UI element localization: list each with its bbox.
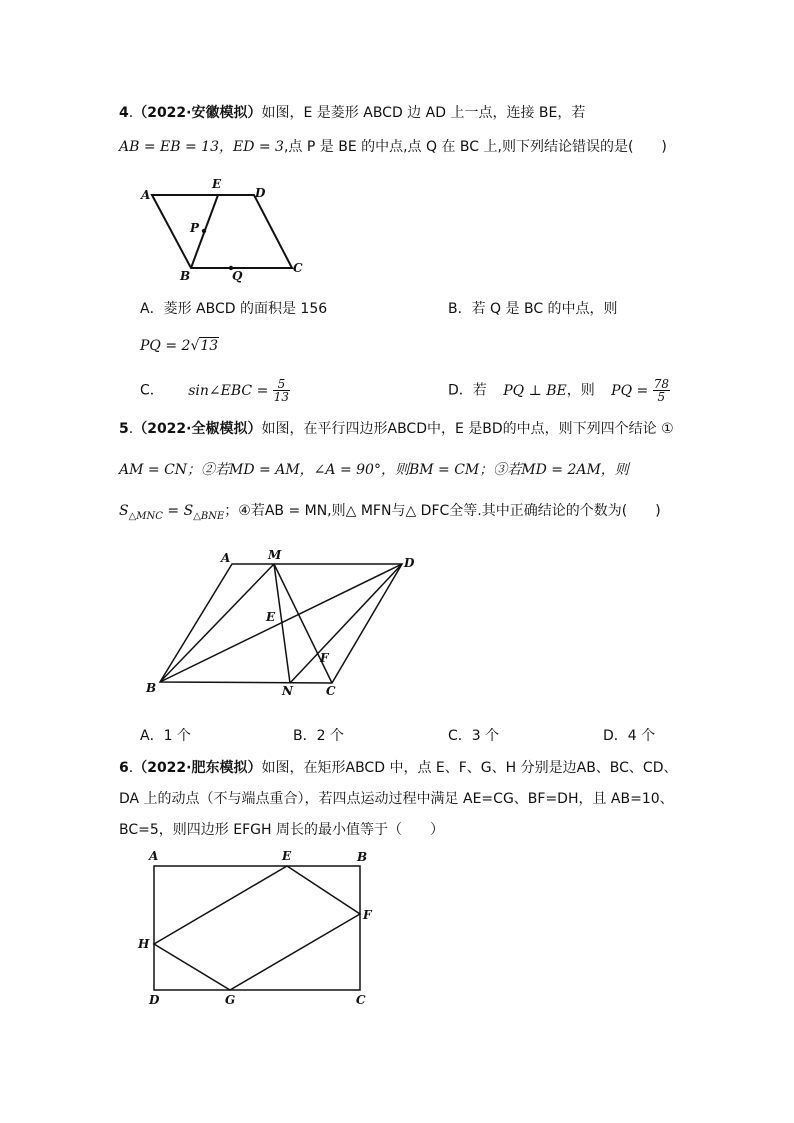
q4-option-d-fraction: $\frac{78}{5}$ bbox=[653, 377, 669, 404]
q5-line3-rest: ；④若AB = MN,则△ MFN与△ DFC全等.其中正确结论的个数为( ) bbox=[224, 503, 661, 519]
q6-line2: DA 上的动点（不与端点重合），若四点运动过程中满足 AE=CG、BF=DH，且 AB=10、 bbox=[119, 791, 674, 807]
q6-number: 6 bbox=[119, 760, 129, 776]
q5-number: 5 bbox=[119, 421, 129, 437]
q6-stem-line1: 6.（2022·肥东模拟）如图，在矩形ABCD 中，点 E、F、G、H 分别是边AB、BC、CD、 bbox=[119, 760, 678, 776]
label-h: H bbox=[138, 937, 150, 951]
label-a: A bbox=[221, 551, 231, 565]
label-a: A bbox=[149, 849, 159, 863]
q4-number: 4 bbox=[119, 105, 129, 121]
q4-option-d bbox=[448, 378, 670, 403]
q4-option-c-fraction: $\frac{5}{13}$ bbox=[273, 377, 290, 404]
label-p: P bbox=[190, 221, 200, 235]
q5-area-eq: = S bbox=[162, 503, 194, 519]
q5-source: （2022·全椒模拟） bbox=[133, 421, 262, 437]
q5-area-sub2: △BNE bbox=[193, 510, 225, 522]
label-q: Q bbox=[232, 269, 243, 283]
q4-option-b-value: PQ = 2√13 bbox=[140, 338, 219, 354]
label-c: C bbox=[356, 993, 366, 1007]
q5-area-sub1: △MNC bbox=[128, 510, 163, 522]
label-c: C bbox=[326, 684, 336, 698]
label-m: M bbox=[268, 548, 282, 562]
q6-figure-rectangle bbox=[135, 845, 380, 1010]
label-f: F bbox=[363, 908, 372, 922]
q4-option-d-then: ，则 bbox=[566, 382, 595, 399]
q4-stem-line1: 4.（2022·安徽模拟）如图，E 是菱形 ABCD 边 AD 上一点，连接 BE，若 bbox=[119, 105, 586, 121]
label-d: D bbox=[255, 186, 266, 200]
q5-line3 bbox=[119, 502, 661, 526]
q5-line2: AM = CN；②若MD = AM，∠A = 90°，则BM = CM；③若MD = 2AM，则 bbox=[119, 462, 629, 478]
quadrilateral-efgh bbox=[154, 866, 360, 990]
q5-stem-line1: 5.（2022·全椒模拟）如图，在平行四边形ABCD中，E 是BD的中点，则下列四个结论 ① bbox=[119, 421, 674, 437]
q4-option-c bbox=[140, 378, 290, 403]
q5-line1: 如图，在平行四边形ABCD中，E 是BD的中点，则下列四个结论 ① bbox=[261, 421, 674, 437]
segment-bm bbox=[160, 564, 274, 682]
q4-stem-line2 bbox=[119, 138, 667, 156]
label-d: D bbox=[149, 993, 160, 1007]
q4-option-c-label: C． bbox=[140, 382, 164, 399]
q4-figure-rhombus bbox=[130, 170, 330, 285]
label-d: D bbox=[404, 556, 415, 570]
q5-option-a: A．1 个 bbox=[140, 728, 191, 744]
label-e: E bbox=[282, 849, 292, 863]
q4-stem-b: ,点 P 是 BE 的中点,点 Q 在 BC 上,则下列结论错误的是( ) bbox=[283, 139, 667, 155]
q4-source: （2022·安徽模拟） bbox=[133, 105, 262, 121]
q4-option-c-math: sin∠EBC = bbox=[188, 382, 269, 399]
label-a: A bbox=[141, 188, 151, 202]
label-b: B bbox=[146, 681, 157, 695]
q5-option-d: D．4 个 bbox=[603, 728, 656, 744]
label-c: C bbox=[293, 261, 303, 275]
q5-area-s1: S bbox=[119, 503, 129, 519]
q6-source: （2022·肥东模拟） bbox=[133, 760, 262, 776]
label-e: E bbox=[266, 610, 276, 624]
segment-nd bbox=[290, 564, 402, 683]
q4-option-d-math: PQ = bbox=[611, 382, 649, 399]
q5-option-b: B．2 个 bbox=[293, 728, 344, 744]
q4-option-b-math: PQ = 2 bbox=[140, 338, 191, 354]
q4-option-d-label: D．若 bbox=[448, 382, 487, 399]
q4-option-a: A．菱形 ABCD 的面积是 156 bbox=[140, 301, 328, 317]
q5-option-c: C．3 个 bbox=[448, 728, 500, 744]
label-n: N bbox=[282, 684, 293, 698]
q4-option-b-radicand: 13 bbox=[200, 338, 219, 354]
label-b: B bbox=[357, 850, 368, 864]
label-f: F bbox=[320, 651, 329, 665]
q6-line1: 如图，在矩形ABCD 中，点 E、F、G、H 分别是边AB、BC、CD、 bbox=[261, 760, 678, 776]
rhombus-abcd bbox=[152, 195, 292, 268]
q5-figure-parallelogram bbox=[140, 548, 430, 698]
q4-stem-a: 如图，E 是菱形 ABCD 边 AD 上一点，连接 BE，若 bbox=[261, 105, 586, 121]
rectangle-abcd bbox=[154, 866, 360, 990]
label-e: E bbox=[212, 177, 222, 191]
label-g: G bbox=[225, 993, 236, 1007]
q6-line3: BC=5，则四边形 EFGH 周长的最小值等于（ ） bbox=[119, 822, 444, 838]
q4-option-b: B．若 Q 是 BC 的中点，则 bbox=[448, 301, 618, 317]
label-b: B bbox=[180, 269, 191, 283]
q4-option-d-condition: PQ ⊥ BE bbox=[503, 382, 567, 399]
q4-condition: AB = EB = 13，ED = 3 bbox=[119, 139, 284, 155]
point-p bbox=[202, 229, 206, 233]
